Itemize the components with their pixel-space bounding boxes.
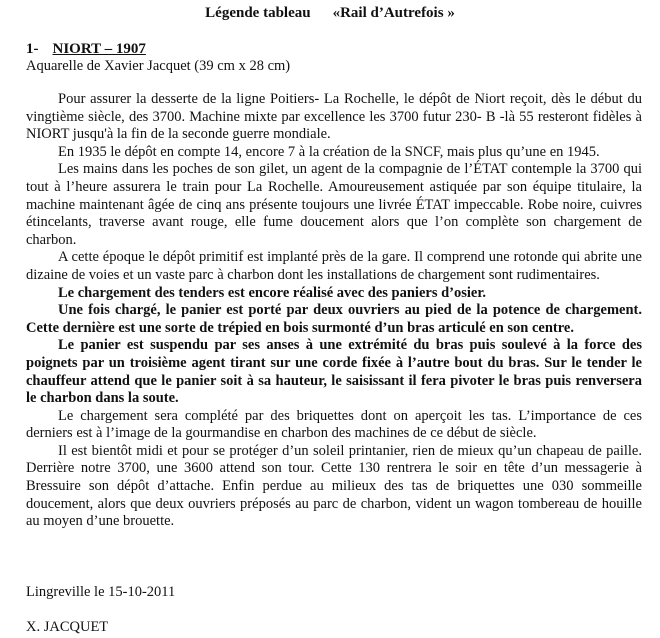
place-and-date: Lingreville le 15-10-2011	[26, 584, 176, 600]
artwork-caption: Aquarelle de Xavier Jacquet (39 cm x 28 cm)	[26, 58, 291, 74]
paragraph: A cette époque le dépôt primitif est implanté près de la gare. Il comprend une rotonde qui abrite une dizaine de voies et un vaste parc à charbon dont les installations de chargement sont rudimentaires.	[26, 249, 642, 283]
paragraph-bold: Une fois chargé, le panier est porté par deux ouvriers au pied de la potence de chargement. Cette dernière est une sorte de trépied en bois surmonté d’un bras articulé en son centre.	[26, 302, 642, 336]
paragraph: Les mains dans les poches de son gilet, un agent de la compagnie de l’ÉTAT contemple la 3700 qui tout à l’heure assurera le train pour La Rochelle. Amoureusement astiquée par son équipe titulaire, la machine maintenant âgée de cinq ans présente toujours une livrée ÉTAT impeccable. Robe noire, cuivres étincelants, traverse avant rouge, elle fume doucement alors que l’on complète son chargement de charbon.	[26, 161, 642, 248]
paragraph: Pour assurer la desserte de la ligne Poitiers- La Rochelle, le dépôt de Niort reçoit, dès le début du vingtième siècle, des 3700. Machine mixte par excellence les 3700 futur 230- B -là 55 resteront fidèles à NIORT jusqu'à la fin de la seconde guerre mondiale.	[26, 91, 642, 143]
paragraph-bold: Le chargement des tenders est encore réalisé avec des paniers d’osier.	[58, 284, 487, 301]
document-title-left: Légende tableau	[205, 5, 311, 21]
document-title-right: «Rail d’Autrefois »	[332, 5, 455, 21]
paragraph: Il est bientôt midi et pour se protéger d’un soleil printanier, rien de mieux qu’un chapeau de paille. Derrière notre 3700, une 3600 attend son tour. Cette 130 rentrera le soir en tête d’un messagerie à Bressuire son dépôt d’attache. Enfin perdue au milieux des tas de briquettes une 030 sommeille doucement, alors que deux ouvriers préposés au parc de charbon, vident un wagon tombereau de houille au moyen d’une brouette.	[26, 442, 642, 530]
paragraph-bold: Le panier est suspendu par ses anses à une extrémité du bras puis soulevé à la force des poignets par un troisième agent tirant sur une corde fixée à l’autre bout du bras. Sur le tender le chauffeur attend que le panier soit à sa hauteur, le saisissant il fera pivoter le bras puis renversera le charbon dans la soute.	[26, 337, 642, 407]
paragraph: Le chargement sera complété par des briquettes dont on aperçoit les tas. L’importance de ces derniers est à l’image de la gourmandise en charbon des machines de ce début de siècle.	[26, 407, 642, 442]
document-body	[26, 91, 642, 531]
signature: X. JACQUET	[26, 619, 109, 635]
section-number: 1-	[26, 41, 39, 57]
section-heading	[26, 40, 146, 58]
paragraph: En 1935 le dépôt en compte 14, encore 7 à la création de la SNCF, mais plus qu’une en 1945.	[58, 143, 600, 160]
document-title	[0, 4, 660, 22]
section-location: NIORT – 1907	[52, 41, 146, 57]
